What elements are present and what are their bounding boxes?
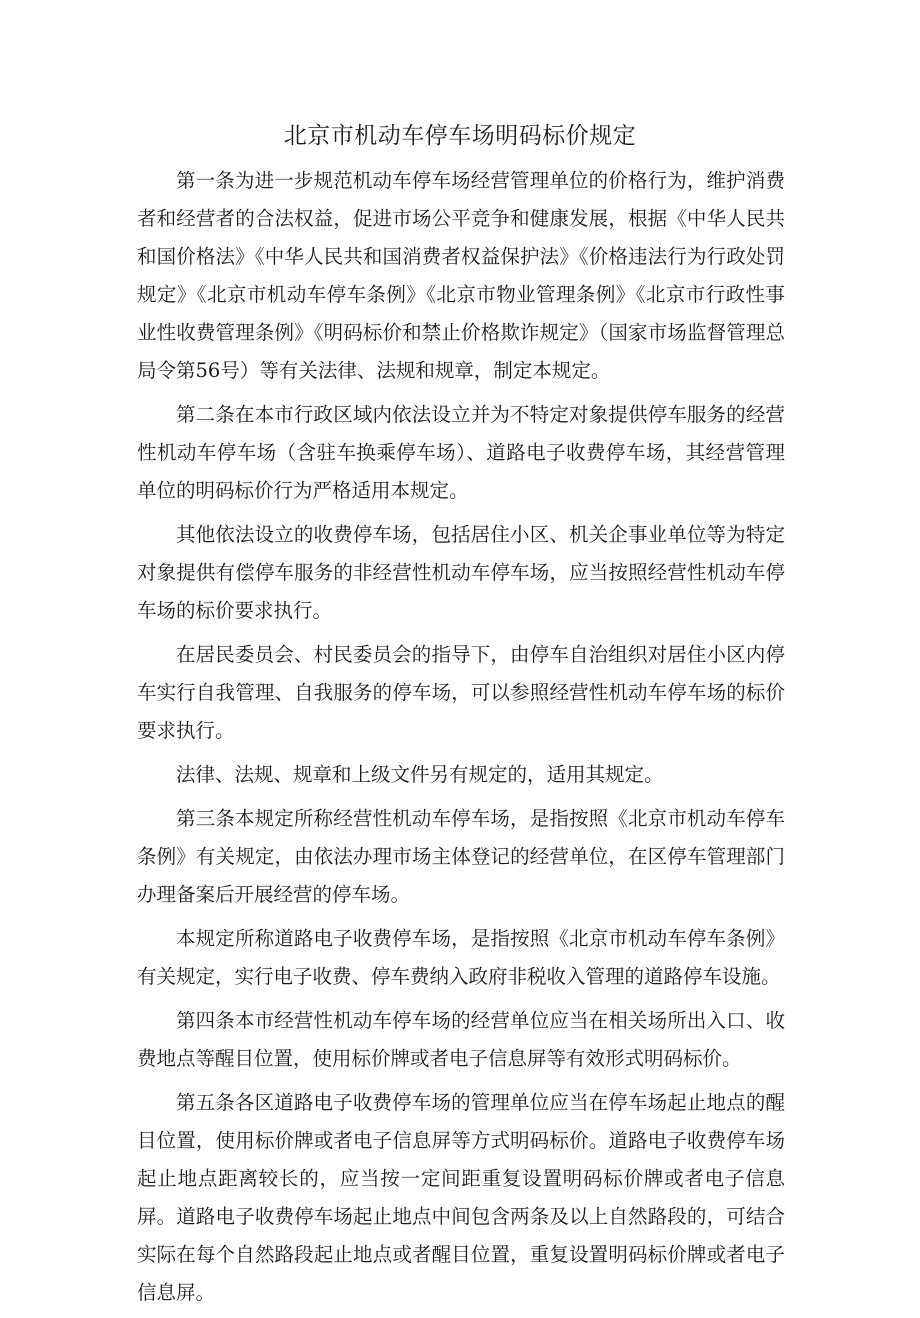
paragraph-article-3: 第三条本规定所称经营性机动车停车场，是指按照《北京市机动车停车条例》有关规定，由依法办理市场主体登记的经营单位，在区停车管理部门办理备案后开展经营的停车场。: [137, 807, 785, 906]
document-title: 北京市机动车停车场明码标价规定: [283, 123, 637, 149]
paragraph-article-2: 第二条在本市行政区域内依法设立并为不特定对象提供停车服务的经营性机动车停车场（含驻车换乘停车场）、道路电子收费停车场，其经营管理单位的明码标价行为严格适用本规定。: [137, 403, 785, 502]
paragraph-article-5: 第五条各区道路电子收费停车场的管理单位应当在停车场起止地点的醒目位置，使用标价牌或者电子信息屏等方式明码标价。道路电子收费停车场起止地点距离较长的，应当按一定间距重复设置明码标价牌或者电子信息屏。道路电子收费停车场起止地点中间包含两条及以上自然路段的，可结合实际在每个自然路段起止地点或者醒目位置，重复设置明码标价牌或者电子信息屏。: [137, 1091, 785, 1304]
paragraph-article-3-clause-2: 本规定所称道路电子收费停车场，是指按照《北京市机动车停车条例》有关规定，实行电子收费、停车费纳入政府非税收入管理的道路停车设施。: [137, 927, 785, 988]
document-body: [137, 162, 785, 1318]
paragraph-article-2-clause-3: 在居民委员会、村民委员会的指导下，由停车自治组织对居住小区内停车实行自我管理、自我服务的停车场，可以参照经营性机动车停车场的标价要求执行。: [137, 643, 785, 742]
paragraph-article-2-clause-2: 其他依法设立的收费停车场，包括居住小区、机关企事业单位等为特定对象提供有偿停车服务的非经营性机动车停车场，应当按照经营性机动车停车场的标价要求执行。: [137, 523, 785, 622]
paragraph-article-2-clause-4: 法律、法规、规章和上级文件另有规定的，适用其规定。: [176, 763, 664, 786]
paragraph-article-4: 第四条本市经营性机动车停车场的经营单位应当在相关场所出入口、收费地点等醒目位置，使用标价牌或者电子信息屏等有效形式明码标价。: [137, 1009, 785, 1070]
paragraph-article-1: 第一条为进一步规范机动车停车场经营管理单位的价格行为，维护消费者和经营者的合法权益，促进市场公平竞争和健康发展，根据《中华人民共和国价格法》《中华人民共和国消费者权益保护法》《价格违法行为行政处罚规定》《北京市机动车停车条例》《北京市物业管理条例》《北京市行政性事业性收费管理条例》《明码标价和禁止价格欺诈规定》（国家市场监督管理总局令第56号）等有关法律、法规和规章，制定本规定。: [137, 169, 785, 382]
